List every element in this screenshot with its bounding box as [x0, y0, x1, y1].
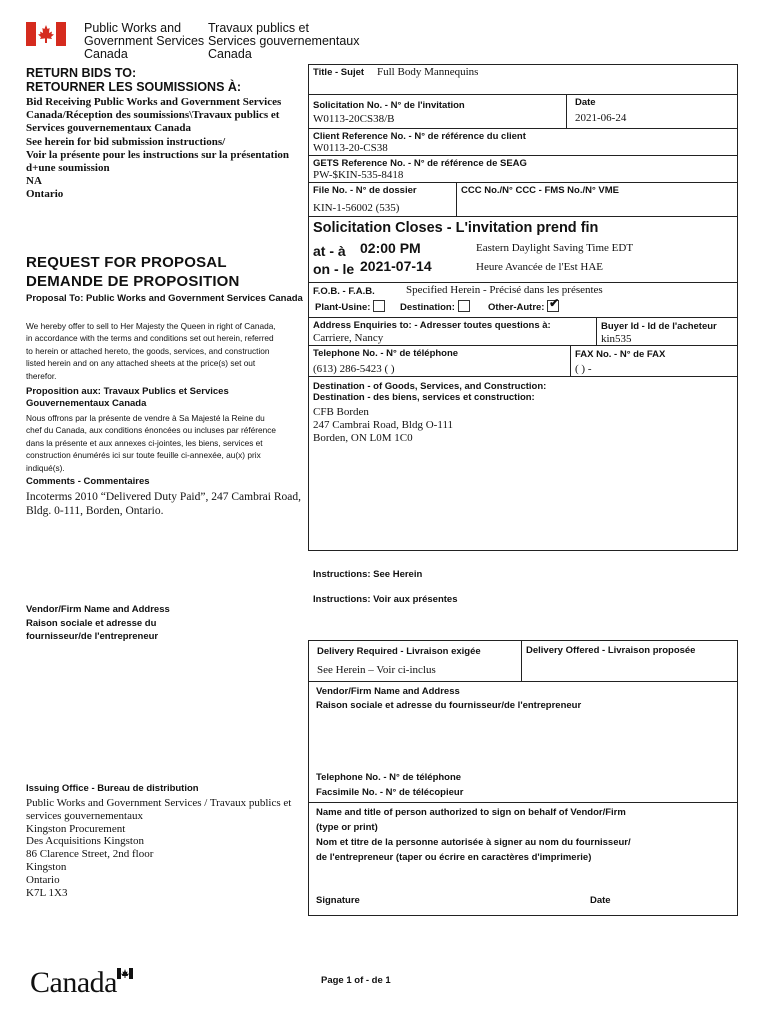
date-value: 2021-06-24: [575, 112, 627, 124]
buyer-id-label: Buyer Id - Id de l'acheteur: [601, 321, 717, 332]
proposal-to-text: We hereby offer to sell to Her Majesty the Queen in right of Canada, in accordance with the terms and conditions set out herein, referred to herein or attached hereto, the goods, services, and construction listed herein and on any attached sheets at the price(s) set out therefor.: [26, 321, 276, 381]
proposition-aux-heading: Proposition aux: Travaux Publics et Services Gouvernementaux Canada: [26, 386, 229, 409]
vendor-left-label: Vendor/Firm Name and Address Raison sociale et adresse du fournisseur/de l'entrepreneur: [26, 604, 170, 642]
file-value: KIN-1-56002 (535): [313, 202, 400, 214]
destination-checkbox-group[interactable]: [400, 300, 470, 313]
closes-title: Solicitation Closes - L'invitation prend fin: [313, 220, 599, 236]
comments-text: Incoterms 2010 “Delivered Duty Paid”, 247 Cambrai Road, Bldg. 0-111, Borden, Ontario.: [26, 491, 301, 517]
telephone-label: Telephone No. - N° de téléphone: [313, 348, 459, 359]
instructions-en: Instructions: See Herein: [313, 569, 423, 580]
on-value: 2021-07-14: [360, 258, 432, 274]
instructions-fr: Instructions: Voir aux présentes: [313, 594, 458, 605]
department-name-en: Public Works and Government Services Canada: [84, 21, 205, 61]
title-value: Full Body Mannequins: [377, 66, 479, 78]
gets-value: PW-$KIN-535-8418: [313, 169, 404, 181]
at-value: 02:00 PM: [360, 240, 421, 256]
file-label: File No. - N° de dossier: [313, 185, 417, 196]
solicitation-value: W0113-20CS38/B: [313, 113, 395, 125]
rfp-title: REQUEST FOR PROPOSAL DEMANDE DE PROPOSITION: [26, 254, 240, 290]
fax-label: FAX No. - N° de FAX: [575, 349, 666, 360]
plant-checkbox-group[interactable]: [315, 300, 385, 313]
delivery-offered-label[interactable]: Delivery Offered - Livraison proposée: [526, 645, 696, 656]
solicitation-label: Solicitation No. - N° de l'invitation: [313, 100, 465, 111]
other-checkbox-group[interactable]: [488, 300, 559, 313]
department-name-fr: Travaux publics et Services gouvernementaux Canada: [208, 21, 360, 61]
other-checkbox[interactable]: [547, 300, 559, 312]
buyer-id-value: kin535: [601, 333, 632, 345]
vendor-phone-fax-field[interactable]: Telephone No. - N° de téléphone Facsimile No. - N° de télécopieur: [316, 772, 464, 798]
delivery-required-label: Delivery Required - Livraison exigée: [317, 646, 481, 657]
wordmark-flag-icon: [117, 968, 133, 979]
other-label: Other-Autre:: [488, 302, 545, 313]
signature-field[interactable]: Signature: [316, 895, 360, 906]
ccc-label: CCC No./N° CCC - FMS No./N° VME: [461, 185, 620, 196]
destination-address: CFB Borden 247 Cambrai Road, Bldg O-111 Borden, ON L0M 1C0: [313, 406, 454, 444]
issuing-office-address: Public Works and Government Services / Travaux publics et services gouvernementaux Kingston Procurement Des Acquisitions Kingston 86 Clarence Street, 2nd floor Kingston Ontario K7L 1X3: [26, 797, 292, 899]
proposal-to-heading: Proposal To: Public Works and Government Services Canada: [26, 293, 303, 304]
canada-flag-icon: [26, 22, 66, 46]
issuing-office-heading: Issuing Office - Bureau de distribution: [26, 783, 199, 794]
title-label: Title - Sujet: [313, 67, 365, 78]
telephone-value: (613) 286-5423 ( ): [313, 363, 395, 375]
canada-wordmark: Canada: [30, 966, 117, 999]
plant-label: Plant-Usine:: [315, 302, 371, 313]
on-label: on - le: [313, 261, 355, 277]
return-bids-title: RETURN BIDS TO: RETOURNER LES SOUMISSIONS À:: [26, 66, 242, 94]
timezone-en: Eastern Daylight Saving Time EDT: [476, 242, 634, 254]
fob-value: Specified Herein - Précisé dans les présentes: [406, 284, 603, 296]
proposition-aux-text: Nous offrons par la présente de vendre à Sa Majesté la Reine du chef du Canada, aux conditions énoncées ou incluses par référence dans la présente et aux annexes ci-jointes, les biens, services et construction énumérés ici sur toute feuille ci-annexée, au(x) prix indiqué(s).: [26, 413, 276, 473]
vendor-name-address-field[interactable]: Vendor/Firm Name and Address Raison sociale et adresse du fournisseur/de l'entrepreneur: [316, 686, 582, 711]
return-bids-address: Bid Receiving Public Works and Government Services Canada/Réception des soumissions\Travaux publics et Services gouvernementaux Canada See herein for bid submission instructions/ Voir la présente pour les instructions sur la présentation d+une soumission NA Ontario: [26, 96, 289, 201]
fax-value: ( ) -: [575, 363, 592, 375]
client-ref-label: Client Reference No. - N° de référence du client: [313, 131, 526, 142]
client-ref-value: W0113-20-CS38: [313, 142, 388, 154]
date-label: Date: [575, 97, 596, 108]
gets-label: GETS Reference No. - N° de référence de SEAG: [313, 158, 527, 169]
destination-checkbox[interactable]: [458, 300, 470, 312]
address-enquiries-value: Carriere, Nancy: [313, 332, 384, 344]
comments-heading: Comments - Commentaires: [26, 476, 150, 487]
plant-checkbox[interactable]: [373, 300, 385, 312]
fob-label: F.O.B. - F.A.B.: [313, 286, 375, 297]
authorized-person-field[interactable]: Name and title of person authorized to sign on behalf of Vendor/Firm (type or print) Nom et titre de la personne autorisée à signer au nom du fournisseur/ de l'entrepreneur (taper ou écrire en caractères d'imprimerie): [316, 807, 631, 863]
address-enquiries-label: Address Enquiries to: - Adresser toutes questions à:: [313, 320, 551, 331]
page-number: Page 1 of - de 1: [321, 975, 391, 986]
destination-label: Destination:: [400, 302, 455, 313]
timezone-fr: Heure Avancée de l'Est HAE: [476, 261, 604, 273]
delivery-required-value: See Herein – Voir ci-inclus: [317, 664, 436, 676]
destination-goods-label: Destination - of Goods, Services, and Construction: Destination - des biens, services et construction:: [313, 381, 547, 403]
signature-date-field[interactable]: Date: [590, 895, 611, 906]
at-label: at - à: [313, 243, 346, 259]
